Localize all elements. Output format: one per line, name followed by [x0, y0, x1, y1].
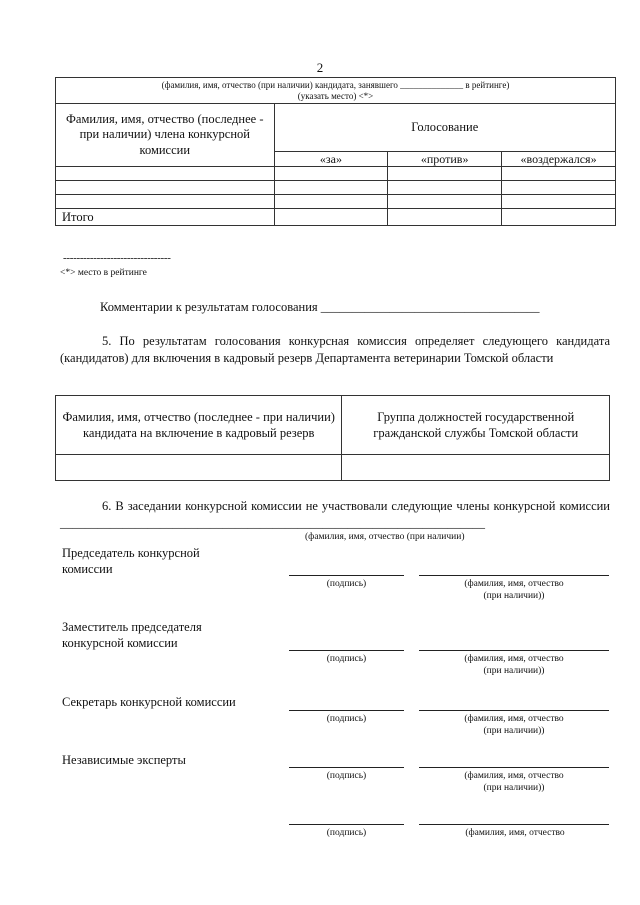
- paragraph-6: 6. В заседании конкурсной комиссии не участвовали следующие члены конкурсной комиссии ____________________________________________________________________: [60, 499, 610, 530]
- sign-caption: (подпись): [326, 654, 367, 664]
- page-number: 2: [316, 60, 324, 75]
- total-label: Итого: [56, 209, 275, 226]
- member-name-header: Фамилия, имя, отчество (последнее - при наличии) члена конкурсной комиссии: [56, 104, 275, 167]
- signature-line: [289, 767, 404, 768]
- name-line: [419, 650, 609, 651]
- name-caption: (фамилия, имя, отчество (при наличии)): [464, 714, 564, 736]
- voting-header: Голосование: [274, 104, 615, 152]
- candidate-header: Фамилия, имя, отчество (последнее - при наличии) кандидата на включение в кадровый резерв: [56, 396, 342, 455]
- vote-abstain-header: «воздержался»: [502, 152, 616, 167]
- name-caption: (фамилия, имя, отчество (при наличии)): [464, 579, 564, 601]
- name-line: [419, 575, 609, 576]
- name-line: [419, 824, 609, 825]
- role-experts: Независимые эксперты: [62, 753, 186, 767]
- reserve-table: [55, 395, 610, 481]
- name-caption: (фамилия, имя, отчество (при наличии)): [464, 771, 564, 793]
- name-line: [419, 767, 609, 768]
- vote-against-header: «против»: [388, 152, 502, 167]
- sign-caption: (подпись): [326, 714, 367, 724]
- signature-line: [289, 824, 404, 825]
- table-row: [56, 167, 616, 181]
- caption-line-2: (указать место) <*>: [297, 91, 374, 101]
- caption-line-1: (фамилия, имя, отчество (при наличии) кандидата, занявшего ______________ в рейтинге): [161, 80, 510, 90]
- position-group-header: Группа должностей государственной гражданской службы Томской области: [342, 396, 610, 455]
- comment-line: Комментарии к результатам голосования ___________________________________: [100, 300, 540, 314]
- name-caption: (фамилия, имя, отчество: [465, 828, 565, 838]
- footnote-separator: --------------------------------: [63, 252, 171, 264]
- total-row: [56, 209, 616, 226]
- paragraph-6-caption: (фамилия, имя, отчество (при наличии): [305, 532, 465, 542]
- role-chairman: Председатель конкурсной комиссии: [62, 546, 200, 576]
- voting-table: [55, 77, 616, 226]
- signature-line: [289, 650, 404, 651]
- sign-caption: (подпись): [326, 828, 367, 838]
- role-deputy: Заместитель председателя конкурсной комиссии: [62, 620, 202, 650]
- sign-caption: (подпись): [326, 579, 367, 589]
- footnote: <*> место в рейтинге: [60, 268, 147, 278]
- sign-caption: (подпись): [326, 771, 367, 781]
- vote-for-header: «за»: [274, 152, 388, 167]
- name-caption: (фамилия, имя, отчество (при наличии)): [464, 654, 564, 676]
- paragraph-5: 5. По результатам голосования конкурсная комиссия определяет следующего кандидата (кандидатов) для включения в кадровый резерв Департамента ветеринарии Томской области: [60, 334, 610, 365]
- role-secretary: Секретарь конкурсной комиссии: [62, 695, 236, 709]
- signature-line: [289, 710, 404, 711]
- table-row: [56, 181, 616, 195]
- table-row: [56, 455, 610, 481]
- table-row: [56, 195, 616, 209]
- signature-line: [289, 575, 404, 576]
- name-line: [419, 710, 609, 711]
- voting-table-caption: [56, 78, 616, 104]
